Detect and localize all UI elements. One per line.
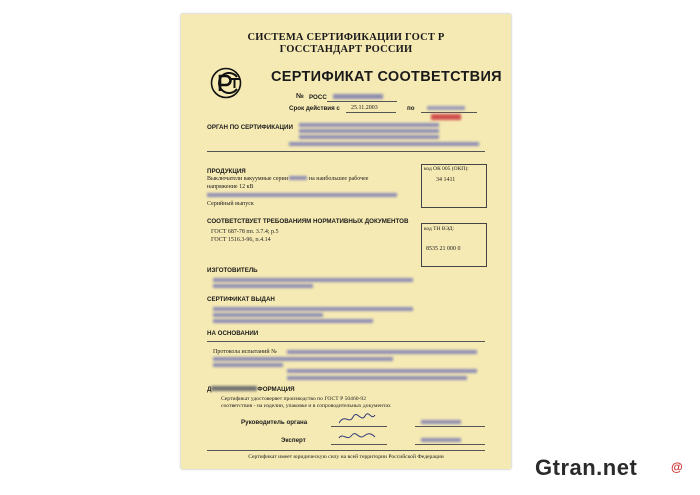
org-label: ОРГАН ПО СЕРТИФИКАЦИИ xyxy=(207,124,293,131)
blurred-issued-line2 xyxy=(213,313,323,317)
validity-label: Срок действия с xyxy=(289,105,340,112)
blurred-valid-to xyxy=(427,106,465,110)
valid-to-underline xyxy=(421,112,477,113)
gost-line2: ГОСТ 1516.3-96, п.4.14 xyxy=(211,237,271,243)
blurred-issued-line1 xyxy=(213,307,413,311)
blurred-expert-name xyxy=(421,438,461,442)
blurred-protocol-line5 xyxy=(287,376,467,380)
protocol-text: Протокола испытаний № xyxy=(213,349,277,355)
product-line1-text: Выключатели вакуумные серии xyxy=(207,176,288,182)
basis-divider xyxy=(207,341,485,342)
expert-label: Эксперт xyxy=(281,437,306,444)
blurred-serial-number xyxy=(431,114,461,120)
watermark-at-icon: @ xyxy=(671,460,683,474)
conformity-label: СООТВЕТСТВУЕТ ТРЕБОВАНИЯМ НОРМАТИВНЫХ ДОКУМЕНТОВ xyxy=(207,218,409,225)
blurred-manufacturer-line2 xyxy=(213,284,313,288)
head-name-line xyxy=(415,426,485,427)
extra-line1: Сертификат удостоверяет производство по ГОСТ Р 50460-92 xyxy=(221,396,367,402)
valid-from-value: 25.11.2003 xyxy=(351,105,378,111)
blurred-extra-label xyxy=(211,386,257,391)
gosstandart-header: ГОССТАНДАРТ РОССИИ xyxy=(279,44,413,55)
footer-text: Сертификат имеет юридическую силу на всей территории Российской Федерации xyxy=(248,454,444,460)
valid-from-underline xyxy=(346,112,396,113)
gost-line1: ГОСТ 687-78 пп. 3.7.4; р.5 xyxy=(211,229,279,235)
expert-signature-line xyxy=(331,444,387,445)
blurred-org-line3 xyxy=(299,135,439,139)
manufacturer-label: ИЗГОТОВИТЕЛЬ xyxy=(207,267,258,274)
blurred-protocol-line1 xyxy=(287,350,477,354)
blurred-org-line2 xyxy=(299,129,439,133)
head-signature-line xyxy=(331,426,387,427)
blurred-product-detail xyxy=(207,193,397,197)
issued-to-label: СЕРТИФИКАТ ВЫДАН xyxy=(207,296,275,303)
valid-to-label: по xyxy=(407,105,415,112)
extra-info-label-a: Д xyxy=(207,386,212,393)
blurred-protocol-line3 xyxy=(213,363,283,367)
product-line2: напряжение 12 кВ xyxy=(207,184,254,190)
okp-code: 34 1411 xyxy=(436,177,456,183)
blurred-number xyxy=(333,94,383,99)
number-underline xyxy=(327,101,397,102)
head-signature-icon xyxy=(337,411,377,427)
blurred-org-line4 xyxy=(289,142,479,146)
system-header: СИСТЕМА СЕРТИФИКАЦИИ ГОСТ Р xyxy=(247,32,445,43)
blurred-protocol-line2 xyxy=(213,357,393,361)
tnved-code: 8535 21 000 0 xyxy=(426,246,461,252)
extra-info-label xyxy=(207,386,295,393)
expert-name-line xyxy=(415,444,485,445)
blurred-org-line1 xyxy=(299,123,439,127)
head-org-label: Руководитель органа xyxy=(241,419,308,426)
footer-divider xyxy=(207,450,485,451)
extra-info-label-b: ФОРМАЦИЯ xyxy=(257,386,295,393)
watermark-logo: Gtran.net xyxy=(535,455,638,480)
blurred-manufacturer-line1 xyxy=(213,278,413,282)
org-divider xyxy=(207,151,485,152)
number-prefix: № xyxy=(296,93,304,100)
number-label: РОСС xyxy=(309,94,327,101)
okp-label: код ОК 005 (ОКП): xyxy=(424,166,469,172)
product-line1 xyxy=(207,176,368,183)
basis-label: НА ОСНОВАНИИ xyxy=(207,330,259,337)
blurred-series xyxy=(289,176,307,180)
certificate-title: СЕРТИФИКАТ СООТВЕТСТВИЯ xyxy=(271,69,502,85)
tnved-label: код ТН ВЭД: xyxy=(424,226,454,232)
expert-signature-icon xyxy=(337,428,377,444)
blurred-protocol-line4 xyxy=(287,369,477,373)
serial-production: Серийный выпуск xyxy=(207,201,254,207)
certificate-document xyxy=(181,14,511,469)
product-label: ПРОДУКЦИЯ xyxy=(207,168,246,175)
blurred-issued-line3 xyxy=(213,319,373,323)
extra-line2: соответствия - на изделии, упаковке и в сопроводительных документах xyxy=(221,403,391,409)
blurred-head-name xyxy=(421,420,461,424)
product-line1b-text: на наибольшее рабочее xyxy=(308,176,369,182)
rst-logo-icon xyxy=(210,67,242,99)
